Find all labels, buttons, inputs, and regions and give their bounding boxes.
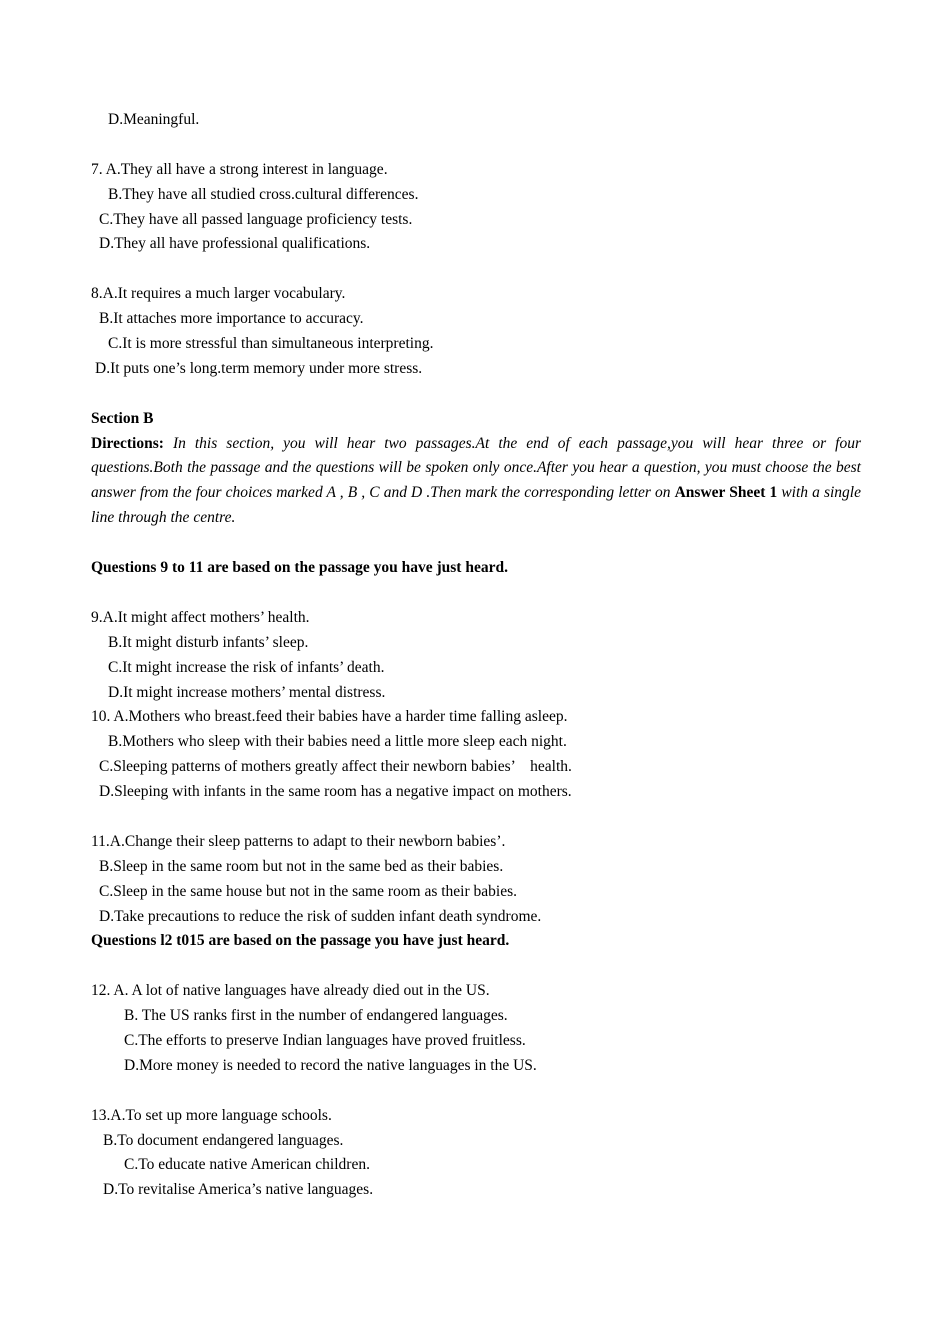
q11-option-d: D.Take precautions to reduce the risk of sudden infant death syndrome.: [99, 907, 542, 925]
q13-option-a: 13.A.To set up more language schools.: [91, 1106, 332, 1124]
section-b-directions: [91, 432, 861, 532]
q12-option-a: 12. A. A lot of native languages have already died out in the US.: [91, 982, 490, 1000]
q10-option-b: B.Mothers who sleep with their babies need a little more sleep each night.: [108, 733, 567, 751]
q7-option-d: D.They all have professional qualifications.: [99, 235, 371, 253]
question-10: [91, 705, 861, 805]
q7-option-c: C.They have all passed language proficiency tests.: [99, 210, 413, 228]
q11-option-a: 11.A.Change their sleep patterns to adapt to their newborn babies’.: [91, 832, 506, 850]
q9-option-d: D.It might increase mothers’ mental distress.: [108, 683, 386, 701]
q11-option-c: C.Sleep in the same house but not in the same room as their babies.: [99, 882, 517, 900]
q9-option-a: 9.A.It might affect mothers’ health.: [91, 608, 310, 626]
q11-option-b: B.Sleep in the same room but not in the same bed as their babies.: [99, 857, 504, 875]
question-9: [91, 606, 861, 706]
question-12: [91, 979, 861, 1079]
q12-option-b: B. The US ranks first in the number of endangered languages.: [124, 1007, 508, 1025]
q13-option-d: D.To revitalise America’s native languages.: [103, 1181, 374, 1199]
directions-label: Directions:: [91, 434, 164, 452]
q8-option-a: 8.A.It requires a much larger vocabulary.: [91, 285, 346, 303]
group-1-heading: Questions 9 to 11 are based on the passage you have just heard.: [91, 559, 508, 577]
q8-option-b: B.It attaches more importance to accuracy.: [99, 310, 364, 328]
q8-option-c: C.It is more stressful than simultaneous interpreting.: [108, 335, 434, 353]
answer-sheet-label: Answer Sheet 1: [674, 484, 778, 502]
q10-option-d: D.Sleeping with infants in the same room has a negative impact on mothers.: [99, 783, 572, 801]
question-13: [91, 1104, 861, 1204]
q8-option-d: D.It puts one’s long.term memory under more stress.: [95, 359, 423, 377]
question-7: [91, 158, 861, 258]
question-11: [91, 830, 861, 930]
q7-option-a: 7. A.They all have a strong interest in language.: [91, 160, 388, 178]
q12-option-d: D.More money is needed to record the native languages in the US.: [124, 1056, 537, 1074]
q13-option-c: C.To educate native American children.: [124, 1156, 370, 1174]
document-page: [91, 108, 861, 1203]
q9-option-c: C.It might increase the risk of infants’ death.: [108, 658, 385, 676]
q7-option-b: B.They have all studied cross.cultural differences.: [108, 185, 419, 203]
question-8: [91, 282, 861, 382]
q10-option-c: C.Sleeping patterns of mothers greatly affect their newborn babies’ health.: [99, 758, 572, 776]
q10-option-a: 10. A.Mothers who breast.feed their babies have a harder time falling asleep.: [91, 708, 568, 726]
section-b-title: Section B: [91, 409, 154, 427]
q6-option-d: D.Meaningful.: [108, 111, 200, 128]
directions-tail: with a single line through the centre.: [91, 484, 861, 527]
group-2-heading: Questions l2 t015 are based on the passage you have just heard.: [91, 932, 510, 950]
directions-text: In this section, you will hear two passages.At the end of each passage,you will hear three or four questions.Both the passage and the questions will be spoken only once.After you hear a question, you must choose the best answer from the four choices marked A , B , C and D .Then mark the corresponding letter on: [91, 434, 861, 502]
q9-option-b: B.It might disturb infants’ sleep.: [108, 633, 309, 651]
q13-option-b: B.To document endangered languages.: [103, 1131, 344, 1149]
q12-option-c: C.The efforts to preserve Indian languages have proved fruitless.: [124, 1032, 526, 1050]
